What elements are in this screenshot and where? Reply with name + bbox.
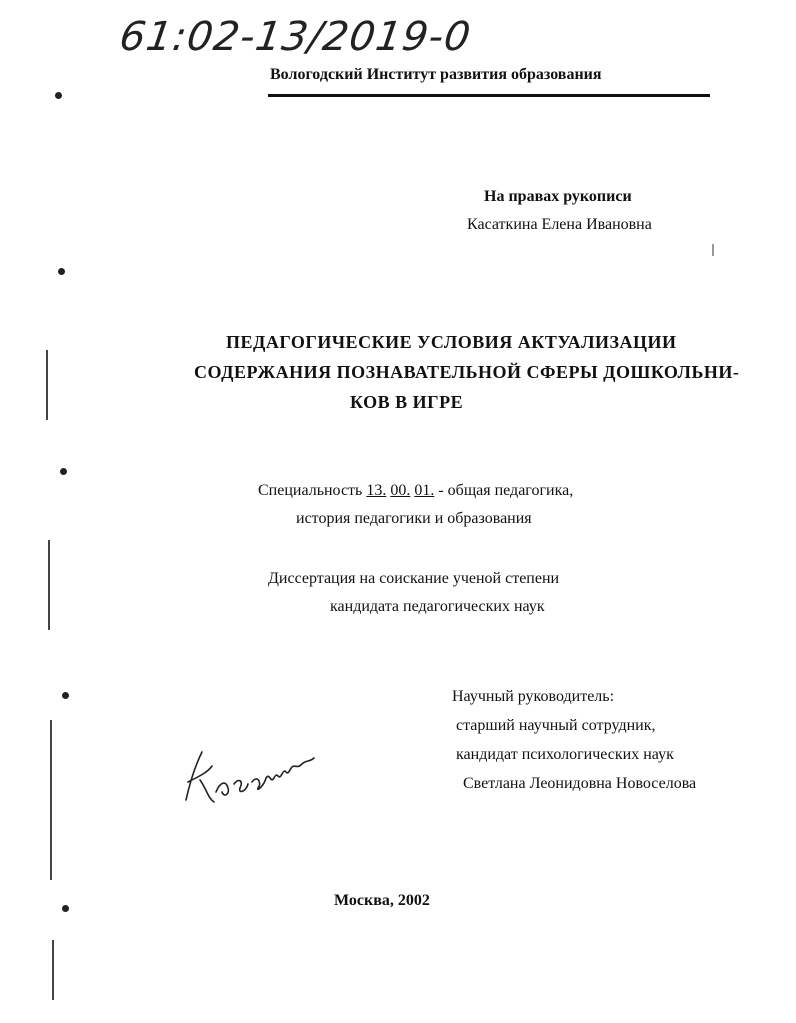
- specialty-code-part-1: 13.: [366, 482, 387, 499]
- city-year: Москва, 2002: [334, 892, 430, 909]
- archive-code: 61:02-13/2019-0: [116, 14, 474, 60]
- scan-edge-mark: [46, 350, 48, 420]
- manuscript-note: На правах рукописи: [484, 188, 632, 205]
- scan-speck: [712, 244, 714, 256]
- binding-hole: [60, 468, 67, 475]
- supervisor-position: старший научный сотрудник,: [456, 717, 656, 734]
- author-name: Касаткина Елена Ивановна: [467, 216, 652, 233]
- dissertation-line-1: Диссертация на соискание ученой степени: [268, 570, 560, 587]
- scan-edge-mark: [48, 540, 50, 630]
- binding-hole: [55, 92, 62, 99]
- title-line-3: КОВ В ИГРЕ: [350, 392, 464, 412]
- title-line-2: СОДЕРЖАНИЯ ПОЗНАВАТЕЛЬНОЙ СФЕРЫ ДОШКОЛЬНИ-: [194, 362, 740, 382]
- binding-hole: [62, 905, 69, 912]
- institute-name: Вологодский Институт развития образования: [270, 66, 602, 83]
- specialty-suffix: - общая педагогика,: [434, 482, 574, 499]
- signature-icon: [178, 742, 318, 812]
- scan-edge-mark: [52, 940, 54, 1000]
- specialty-prefix: Специальность: [258, 482, 367, 499]
- title-line-1: ПЕДАГОГИЧЕСКИЕ УСЛОВИЯ АКТУАЛИЗАЦИИ: [226, 332, 677, 352]
- specialty-code-part-2: 00.: [390, 482, 411, 499]
- specialty-line: [258, 482, 573, 500]
- specialty-code-part-3: 01.: [414, 482, 435, 499]
- binding-hole: [58, 268, 65, 275]
- header-divider: [268, 94, 710, 97]
- scan-edge-mark: [50, 720, 52, 880]
- supervisor-name: Светлана Леонидовна Новоселова: [463, 775, 697, 792]
- dissertation-line-2: кандидата педагогических наук: [330, 598, 545, 615]
- specialty-line-2: история педагогики и образования: [296, 510, 532, 527]
- binding-hole: [62, 692, 69, 699]
- supervisor-heading: Научный руководитель:: [452, 688, 615, 705]
- supervisor-degree: кандидат психологических наук: [456, 746, 674, 763]
